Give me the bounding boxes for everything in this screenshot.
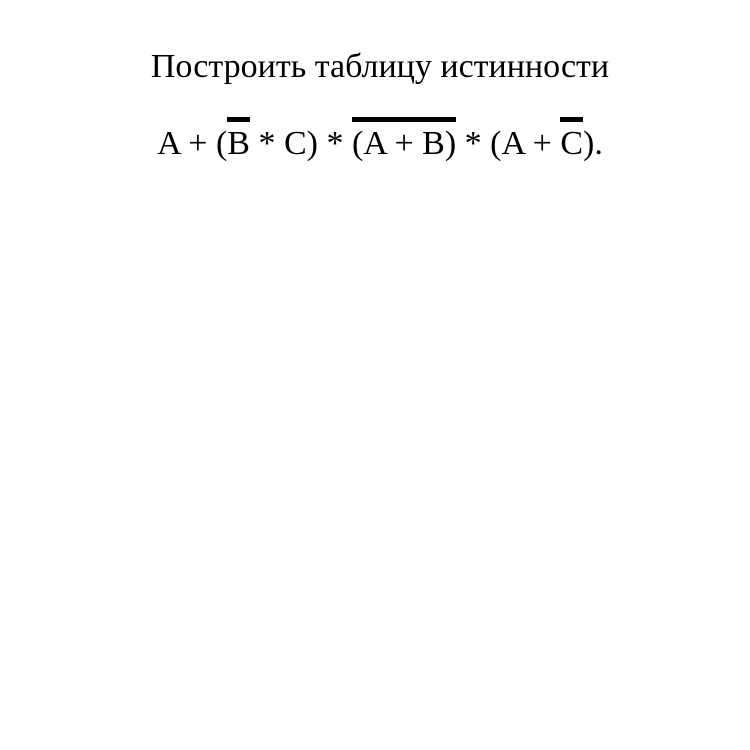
boolean-formula — [0, 124, 750, 164]
formula-part-3: * (A + — [456, 125, 561, 162]
negated-a-plus-b: (A + B) — [351, 125, 457, 162]
formula-part-2: * C) * — [249, 125, 352, 162]
task-title: Построить таблицу истинности — [150, 48, 610, 85]
negated-b: B — [227, 125, 250, 162]
formula-part-1: A + ( — [157, 125, 228, 162]
negated-c: C — [560, 125, 584, 162]
formula-part-4: ). — [583, 125, 603, 162]
